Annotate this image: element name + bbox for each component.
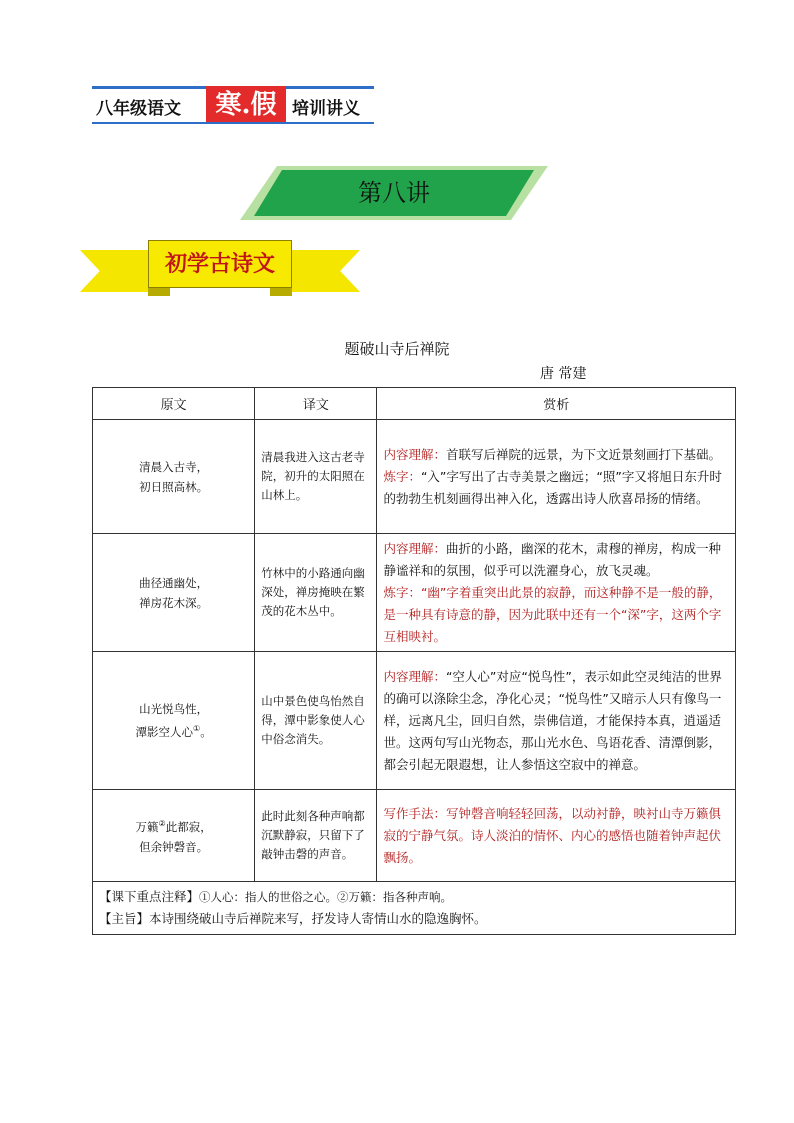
annotation-line [99,886,729,908]
translation-cell: 清晨我进入这古老寺院，初升的太阳照在山林上。 [255,420,377,534]
appreciation-cell [377,652,736,790]
header-appreciation: 赏析 [377,388,736,420]
original-cell [93,652,255,790]
original-text: 万籁 [135,819,159,834]
appreciation-label: 炼字： [383,584,421,600]
appreciation-text: “入”字写出了古寺美景之幽远；“照”字又将旭日东升时的勃勃生机刻画得出神入化，透露出诗人欣喜昂扬的情绪。 [383,468,722,506]
appreciation-label: 内容理解： [383,446,446,462]
header-grade-text: 八年级语文 [96,99,181,119]
notes-row [93,882,736,935]
header-original: 原文 [93,388,255,420]
appreciation-paragraph [383,538,729,582]
appreciation-text: 首联写后禅院的远景，为下文近景刻画打下基础。 [445,446,721,462]
original-punct: 。 [200,724,212,739]
appreciation-text: “空人心”对应“悦鸟性”，表示如此空灵纯洁的世界的确可以涤除尘念，净化心灵；“悦鸟性”又暗示人只有像鸟一样，远离凡尘，回归自然，崇佛信道，才能保持本真，逍遥适世。这两句写山光物态，那山光水色、鸟语花香、清潭倒影，都会引起无限遐想，让人参悟这空寂中的禅意。 [383,668,722,772]
original-line: 山光悦鸟性， [139,702,209,717]
table-row [93,652,736,790]
header-translation: 译文 [255,388,377,420]
brand-header [92,86,374,126]
appreciation-cell [377,420,736,534]
appreciation-paragraph [383,444,729,466]
appreciation-text: 写钟磬音响轻轻回荡，以动衬静，映衬山寺万籁俱寂的宁静气氛。诗人淡泊的情怀、内心的感悟也随着钟声起伏飘扬。 [383,805,721,865]
original-cell [93,534,255,652]
original-line: 曲径通幽处， [139,575,209,590]
appreciation-text: “幽”字着重突出此景的寂静，而这种静不是一般的静，是一种具有诗意的静，因为此联中还有一个“深”字，这两个字互相映衬。 [383,584,722,644]
original-line: 但余钟磬音。 [139,839,209,854]
appreciation-paragraph [383,803,729,869]
appreciation-cell [377,534,736,652]
footnote-mark: ② [158,819,166,829]
poem-title: 题破山寺后禅院 [344,340,450,358]
appreciation-paragraph [383,666,729,776]
original-line: 清晨入古寺， [139,459,209,474]
original-line: 初日照高林。 [139,479,209,494]
theme-text: 本诗围绕破山寺后禅院来写，抒发诗人寄情山水的隐逸胸怀。 [149,911,487,926]
header-winter-break-badge: 寒.假 [206,86,286,124]
original-line: 禅房花木深。 [139,595,209,610]
theme-label: 【主旨】 [99,911,150,926]
appreciation-label: 内容理解： [383,540,446,556]
translation-cell: 竹林中的小路通向幽深处，禅房掩映在繁茂的花木丛中。 [255,534,377,652]
original-line [94,814,253,837]
lecture-title: 第八讲 [358,179,430,207]
lecture-banner [240,166,548,220]
annotation-text: ①人心：指人的世俗之心。②万籁：指各种声响。 [199,890,453,904]
appreciation-label: 内容理解： [383,668,446,684]
translation-cell: 此时此刻各种声响都沉默静寂，只留下了敲钟击磬的声音。 [255,790,377,882]
original-cell [93,420,255,534]
appreciation-label: 写作手法： [383,805,446,821]
original-text: 潭影空人心 [135,724,194,739]
ribbon-title: 初学古诗文 [148,240,292,288]
table-row [93,420,736,534]
notes-cell [93,882,736,935]
table-header-row [93,388,736,420]
original-cell [93,790,255,882]
appreciation-text: 曲折的小路，幽深的花木，肃穆的禅房，构成一种静谧祥和的氛围，似乎可以洗濯身心，放飞灵魂。 [383,540,721,578]
poem-author: 唐 常建 [540,366,587,382]
theme-line [99,908,729,930]
appreciation-paragraph [383,582,729,648]
header-rule-bottom [92,122,374,124]
translation-cell: 山中景色使鸟怡然自得，潭中影象使人心中俗念消失。 [255,652,377,790]
table-row [93,790,736,882]
appreciation-label: 炼字： [383,468,421,484]
section-ribbon [80,238,360,300]
annotation-label: 【课下重点注释】 [99,889,200,904]
poem-analysis-table [92,387,736,935]
original-text: 此都寂， [165,819,212,834]
table-row [93,534,736,652]
footnote-mark: ① [193,724,201,734]
appreciation-paragraph [383,466,729,510]
original-line [94,719,253,742]
header-handout-text: 培训讲义 [292,99,360,119]
appreciation-cell [377,790,736,882]
